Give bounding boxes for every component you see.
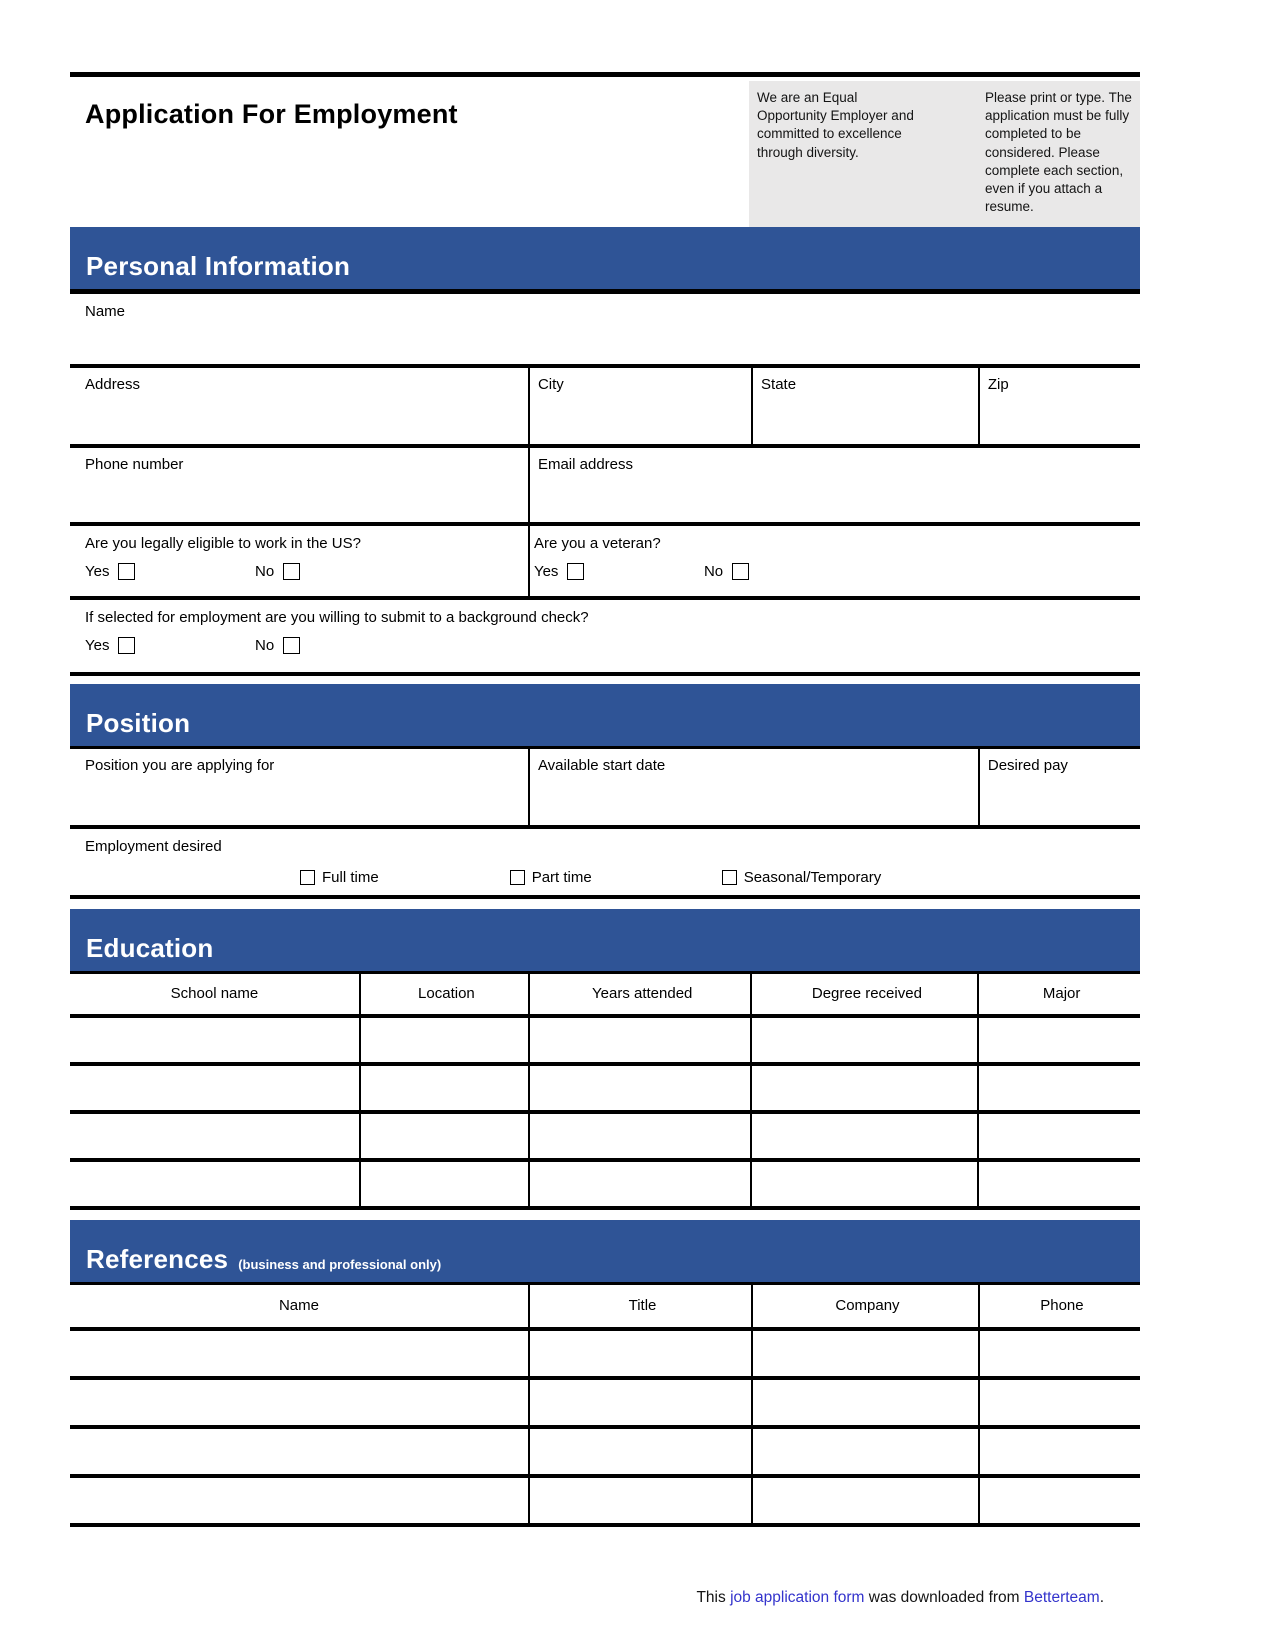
education-cell[interactable]: [70, 1066, 359, 1110]
education-cell[interactable]: [750, 1066, 977, 1110]
email-field-area[interactable]: [528, 448, 1140, 522]
education-cell[interactable]: [70, 1162, 359, 1206]
references-cell[interactable]: [70, 1380, 528, 1425]
education-cell[interactable]: [359, 1066, 528, 1110]
references-table-row: [70, 1429, 1140, 1478]
references-col-name: Name: [278, 1297, 319, 1315]
references-header-row: [70, 1285, 1140, 1331]
education-table-row: [70, 1018, 1140, 1066]
employment-desired-row: [70, 829, 1140, 899]
email-label: Email address: [537, 455, 633, 473]
education-cell[interactable]: [977, 1018, 1140, 1062]
education-col-years-attended: Years attended: [528, 974, 751, 1014]
eligible-no-checkbox[interactable]: [283, 563, 300, 580]
yes-label: Yes: [85, 562, 110, 580]
desired-pay-field-area[interactable]: [978, 749, 1140, 825]
education-table-row: [70, 1114, 1140, 1162]
references-col-phone: Phone: [978, 1285, 1140, 1327]
education-header-row: [70, 974, 1140, 1018]
no-label: No: [255, 636, 275, 654]
part-time-label: Part time: [531, 868, 592, 886]
work-eligibility-question-cell: [70, 526, 528, 596]
education-cell[interactable]: [977, 1162, 1140, 1206]
work-eligibility-question: Are you legally eligible to work in the US?: [85, 534, 361, 552]
phone-email-row: [70, 448, 1140, 526]
veteran-yes-checkbox[interactable]: [567, 563, 584, 580]
eligibility-row: [70, 526, 1140, 600]
education-cell[interactable]: [750, 1018, 977, 1062]
references-cell[interactable]: [528, 1429, 751, 1474]
no-label: No: [703, 562, 724, 580]
notice-eeo-text: We are an Equal Opportunity Employer and committed to excellence through diversity.: [757, 90, 914, 160]
name-field-area[interactable]: [70, 294, 1140, 364]
education-table-row: [70, 1066, 1140, 1114]
education-col-school-name: School name: [170, 985, 259, 1003]
position-row: [70, 749, 1140, 829]
references-col-title: Title: [528, 1285, 751, 1327]
city-label: City: [537, 375, 564, 393]
references-cell[interactable]: [70, 1331, 528, 1376]
section-header-position: [70, 684, 1140, 746]
section-title: Position: [86, 707, 191, 738]
references-cell[interactable]: [978, 1380, 1140, 1425]
education-cell[interactable]: [528, 1114, 751, 1158]
desired-pay-label: Desired pay: [987, 756, 1068, 774]
background-check-row: [70, 600, 1140, 676]
job-application-form-link[interactable]: job application form: [730, 1588, 865, 1606]
veteran-answers: [534, 563, 1130, 580]
footer-attribution: [70, 1589, 1140, 1607]
section-header-references: [70, 1220, 1140, 1282]
education-table-row: [70, 1162, 1140, 1210]
references-cell[interactable]: [70, 1478, 528, 1523]
start-date-field-area[interactable]: [528, 749, 978, 825]
zip-label: Zip: [987, 375, 1009, 393]
seasonal-temporary-checkbox[interactable]: [722, 870, 737, 885]
references-cell[interactable]: [751, 1331, 978, 1376]
position-applying-label: Position you are applying for: [85, 756, 275, 774]
education-cell[interactable]: [359, 1114, 528, 1158]
education-cell[interactable]: [977, 1066, 1140, 1110]
phone-field-area[interactable]: [70, 448, 528, 522]
references-cell[interactable]: [978, 1429, 1140, 1474]
footer-text: .: [1099, 1588, 1104, 1606]
education-cell[interactable]: [528, 1066, 751, 1110]
employment-options: [85, 869, 1140, 886]
work-eligibility-answers: [85, 563, 518, 580]
education-cell[interactable]: [750, 1162, 977, 1206]
education-cell[interactable]: [359, 1018, 528, 1062]
section-header-education: [70, 909, 1140, 971]
footer-text: was downloaded from: [864, 1588, 1024, 1606]
references-cell[interactable]: [751, 1380, 978, 1425]
background-check-question: If selected for employment are you willing to submit to a background check?: [85, 608, 589, 626]
section-title: Education: [86, 932, 214, 963]
header: [70, 77, 1140, 227]
yes-label: Yes: [85, 636, 110, 654]
phone-label: Phone number: [85, 455, 184, 473]
section-header-personal-information: [70, 227, 1140, 289]
veteran-question: Are you a veteran?: [533, 534, 661, 552]
page-title: Application For Employment: [85, 99, 458, 129]
betterteam-link[interactable]: Betterteam: [1023, 1588, 1100, 1606]
start-date-label: Available start date: [537, 756, 666, 774]
references-note: (business and professional only): [238, 1256, 442, 1272]
employment-desired-cell: [85, 837, 1140, 895]
background-check-answers: [85, 637, 1130, 654]
zip-field-area[interactable]: [978, 368, 1140, 444]
state-field-area[interactable]: [751, 368, 978, 444]
education-cell[interactable]: [70, 1114, 359, 1158]
veteran-question-cell: [528, 526, 1140, 596]
references-cell[interactable]: [978, 1331, 1140, 1376]
seasonal-temporary-label: Seasonal/Temporary: [743, 868, 882, 886]
education-col-major: Major: [977, 974, 1140, 1014]
state-label: State: [761, 375, 797, 393]
application-form-page: [70, 0, 1140, 1607]
employment-desired-label: Employment desired: [85, 837, 222, 855]
education-cell[interactable]: [528, 1162, 751, 1206]
notice-instructions-text: Please print or type. The application must be fully completed to be considered. Please complete each section, even if you attach a resume.: [985, 90, 1132, 215]
section-title: References: [86, 1243, 229, 1274]
footer-text: This: [696, 1588, 731, 1606]
position-applying-field-area[interactable]: [70, 749, 528, 825]
part-time-checkbox[interactable]: [510, 870, 525, 885]
full-time-checkbox[interactable]: [300, 870, 315, 885]
references-table-row: [70, 1380, 1140, 1429]
references-cell[interactable]: [751, 1478, 978, 1523]
references-cell[interactable]: [70, 1429, 528, 1474]
address-row: [70, 364, 1140, 448]
references-cell[interactable]: [528, 1478, 751, 1523]
background-no-checkbox[interactable]: [283, 637, 300, 654]
yes-label: Yes: [533, 562, 559, 580]
education-col-degree-received: Degree received: [750, 974, 977, 1014]
education-col-location: Location: [359, 974, 528, 1014]
education-cell[interactable]: [359, 1162, 528, 1206]
city-field-area[interactable]: [528, 368, 751, 444]
references-cell[interactable]: [528, 1380, 751, 1425]
background-yes-checkbox[interactable]: [118, 637, 135, 654]
education-cell[interactable]: [528, 1018, 751, 1062]
eligible-yes-checkbox[interactable]: [118, 563, 135, 580]
references-table-row: [70, 1331, 1140, 1380]
background-check-cell: [70, 600, 1140, 672]
section-title: Personal Information: [86, 250, 351, 281]
name-label: Name: [85, 302, 126, 320]
references-col-company: Company: [751, 1285, 978, 1327]
education-cell[interactable]: [750, 1114, 977, 1158]
education-cell[interactable]: [977, 1114, 1140, 1158]
address-label: Address: [85, 375, 141, 393]
education-cell[interactable]: [70, 1018, 359, 1062]
references-cell[interactable]: [978, 1478, 1140, 1523]
full-time-label: Full time: [322, 868, 379, 886]
notice-box: [749, 81, 1140, 227]
veteran-no-checkbox[interactable]: [732, 563, 749, 580]
references-table-row: [70, 1478, 1140, 1527]
references-cell[interactable]: [751, 1429, 978, 1474]
references-cell[interactable]: [528, 1331, 751, 1376]
address-field-area[interactable]: [70, 368, 528, 444]
no-label: No: [255, 562, 275, 580]
